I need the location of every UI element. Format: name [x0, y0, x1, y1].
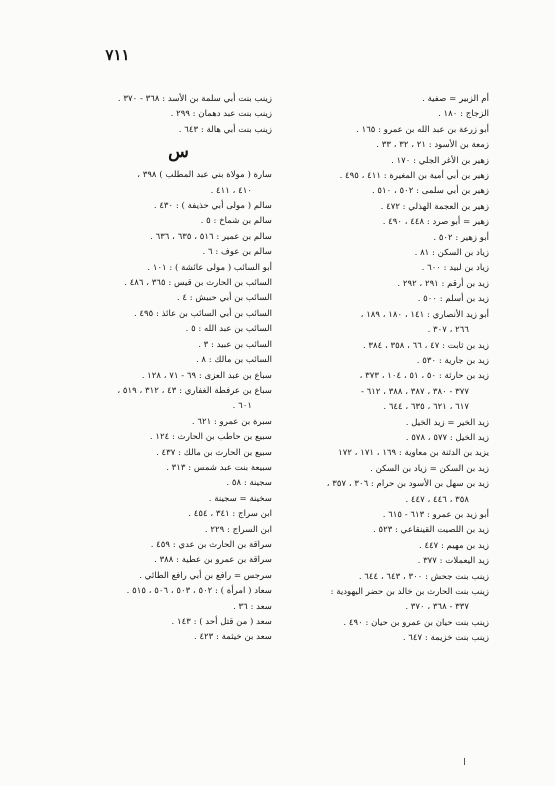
index-entry: سراقة بن عمرو بن عطية : ٣٨٨ . [154, 555, 272, 566]
index-entry: زهير بن الأغر الجلي : ١٧٠ . [391, 155, 489, 166]
index-entry: سبيع بن الحارث بن مالك : ٤٣٧ . [156, 447, 272, 458]
index-entry: أبو زرعة بن عبد الله بن عمرو : ١٦٥ . [356, 124, 489, 135]
index-entry: سبرة بن عمرو : ٦٢١ . [191, 416, 272, 427]
index-entry: زينب بنت الحارث بن خالد بن حضر اليهودية : [330, 587, 489, 597]
index-entry: سعاد ( امرأة ) : ٥٠٢ ، ٥٠٣ ، ٥٠٦ ، ٥١٥ . [126, 586, 272, 597]
index-entry: سرجس = رافع بن أبي رافع الطائي . [139, 570, 272, 581]
index-block-zay-continued [85, 92, 272, 138]
index-entry: السائب بن عبد الله : ٥ . [185, 324, 272, 335]
index-entry: السائب بن أبي السائب بن عائذ : ٤٩٥ . [133, 308, 272, 319]
index-entry: سبيعة بنت عبد شمس : ٣١٣ . [166, 462, 272, 473]
index-entry: سعد : ٣٦ . [233, 601, 272, 612]
index-entry: زيد بن مهيم : ٤٤٧ . [418, 540, 489, 551]
index-entry: ابن سراج : ٣٤١ ، ٤٥٤ . [188, 509, 272, 520]
index-entry: سالم ( مولى أبي حذيفة ) : ٤٣٠ . [153, 201, 272, 212]
index-entry-continuation: ٣٥٨ ، ٤٤٦ ، ٤٤٧ . [405, 494, 469, 505]
index-entry: سباع بن عبد العزى : ٦٩ - ٧١ ، ١٢٨ . [141, 370, 272, 381]
index-entry-continuation: ٢٦٦ ، ٣٠٧ . [427, 325, 469, 336]
index-entry: زيد الخيل : ٥٧٧ ، ٥٧٨ . [405, 432, 489, 443]
index-entry: أم الزبير = صفية . [422, 94, 489, 104]
index-column-left [85, 92, 272, 646]
index-entry: سالم بن عمير : ٥١٦ ، ٦٣٥ ، ٦٣٦ . [150, 231, 272, 242]
index-entry: السائب بن الحارث بن قيس : ٣٦٥ ، ٤٨٦ . [124, 278, 272, 289]
index-entry: زيد اليعملات : ٣٧٧ . [417, 556, 489, 567]
index-entry: زينب بنت خزيمة : ٦٤٧ . [402, 633, 489, 644]
index-entry: زمعة بن الأسود : ٢١ ، ٣٢ ، ٣٣ . [376, 140, 489, 151]
index-entry: سعد ( من قتل أحد ) : ١٤٣ . [171, 617, 272, 627]
index-entry: زينب بنت حيان بن عمرو بن حيان : ٤٩٠ . [343, 617, 489, 628]
index-entry: زينب بنت أبي هالة : ٦٤٣ . [178, 124, 272, 135]
index-entry: السائب بن أبي حبيش : ٤ . [176, 293, 272, 304]
index-entry: أبو زيد الأنصاري : ١٤١ ، ١٨٠ ، ١٨٩ ، [360, 309, 489, 320]
index-entry-continuation: ٦٠١ . [232, 401, 252, 412]
index-entry: زيد الخير = زيد الخيل . [405, 417, 489, 428]
index-entry: سارة ( مولاة بني عبد المطلب ) ٣٩٨ ، [137, 170, 272, 181]
index-entry: الزجاج : ١٨٠ . [438, 109, 489, 120]
index-entry: السائب بن مالك : ٨ . [195, 355, 272, 366]
print-mark [464, 758, 465, 765]
index-entry: أبو السائب ( مولى عائشة ) : ١٠١ . [147, 262, 272, 273]
index-entry: زهير بن العجمة الهذلي : ٤٧٢ . [380, 201, 489, 212]
index-entry: سالم بن عوف : ٦ . [202, 247, 272, 258]
index-entry: ابن السراج : ٢٢٩ . [204, 524, 272, 535]
index-block-sin [85, 168, 272, 646]
index-column-right [292, 92, 489, 647]
index-entry: زيد بن حارثة : ٥٠ ، ٥١ ، ١٠٤ ، ٣٧٣ ، [359, 371, 489, 382]
index-entry: سجينة : ٥٨ . [226, 478, 272, 489]
section-letter-heading: س [168, 142, 189, 163]
index-entry: زهير = أبو صرد : ٤٤٨ ، ٤٩٠ . [382, 217, 489, 228]
index-entry: زيد بن أسلم : ٥٠٠ . [417, 294, 489, 305]
index-entry-continuation: ٤١٠ ، ٤١١ . [210, 185, 252, 196]
index-entry: زيد بن السكن = زياد بن السكن . [370, 463, 489, 474]
index-entry: سباع بن عرفطة الغفاري : ٤٣ ، ٣١٢ ، ٥١٩ ، [117, 385, 272, 396]
index-entry: أبو زهير : ٥٠٢ . [433, 232, 489, 243]
index-entry: زينب بنت أبي سلمة بن الأسد : ٣٦٨ - ٣٧٠ . [117, 94, 272, 104]
index-entry: زياد بن لبيد : ٦٠٠ . [421, 263, 489, 274]
index-entry: زيد بن جارية : ٥٣٠ . [416, 355, 489, 366]
index-entry: زينب بنت جحش : ٣٠٠ ، ٦٤٣ ، ٦٤٤ . [358, 571, 489, 582]
index-entry: زيد بن ثابت : ٤٧ ، ٦٦ ، ٣٥٨ ، ٣٨٤ . [362, 340, 489, 351]
index-entry: يزيد بن الدثنة بن معاوية : ١٦٩ ، ١٧١ ، ١٧٢ [338, 448, 489, 459]
page-number: ٧١١ [105, 46, 130, 64]
index-entry: زينب بنت عبد دهمان : ٢٩٩ . [170, 109, 272, 120]
index-entry-continuation: ٣٣٧ - ٣٦٨ ، ٣٧٠ . [405, 602, 469, 613]
index-entry: سبيع بن حاطب بن الحارث : ١٢٤ . [149, 432, 272, 443]
index-entry: زياد بن السكن : ٨١ . [414, 248, 489, 259]
index-entry: سعد بن خيثمة : ٤٢٣ . [193, 632, 272, 643]
index-entry-continuation: ٣٧٧ - ٣٨٠ ، ٣٨٧ ، ٣٨٨ ، ٦١٢ - [360, 386, 469, 397]
index-entry: زيد بن اللصيت القينقاعي : ٥٢٣ . [373, 525, 489, 536]
index-entry: زيد بن أرقم : ٢٩١ ، ٢٩٢ . [397, 278, 489, 289]
index-entry: زهير بن أبي سلمى : ٥٠٢ ، ٥١٠ . [371, 186, 489, 197]
index-entry: السائب بن عبيد : ٣ . [198, 339, 272, 350]
index-entry: زهير بن أبي أمية بن المغيرة : ٤١١ ، ٤٩٥ . [339, 171, 489, 182]
index-entry: سخينة = سجينة . [208, 493, 272, 504]
index-entry: سراقة بن الحارث بن عدي : ٤٥٩ . [150, 539, 272, 550]
index-entry: سالم بن شماخ : ٥ . [200, 216, 272, 227]
index-entry: زيد بن سهل بن الأسود بن حرام : ٣٠٦ ، ٣٥٧ ، [326, 479, 489, 490]
index-entry: أبو زيد بن عمرو : ٦١٣ - ٦١٥ . [382, 509, 489, 520]
index-entry-continuation: ٦١٧ ، ٦٢١ ، ٦٣٥ ، ٦٤٤ . [383, 402, 469, 413]
